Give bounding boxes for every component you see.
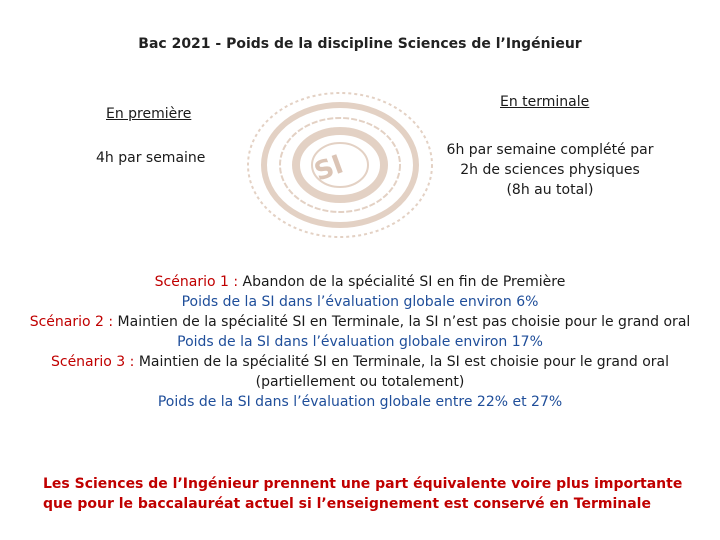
scenario-2 — [20, 312, 700, 332]
conclusion-text: Les Sciences de l’Ingénieur prennent une part équivalente voire plus importante que pour le baccalauréat actuel si l’enseignement est conservé en Terminale — [43, 476, 683, 512]
terminale-line-2: 2h de sciences physiques — [460, 162, 640, 178]
scenario-1-text: Abandon de la spécialité SI en fin de Première — [238, 274, 566, 290]
scenario-1 — [20, 272, 700, 292]
terminale-line-1: 6h par semaine complété par — [446, 142, 654, 158]
scenario-3-poids: Poids de la SI dans l’évaluation globale entre 22% et 27% — [157, 394, 563, 410]
si-logo-icon — [240, 80, 440, 250]
page-title: Bac 2021 - Poids de la discipline Sciences de l’Ingénieur — [138, 36, 582, 52]
terminale-heading: En terminale — [500, 94, 590, 110]
scenario-2-text: Maintien de la spécialité SI en Terminale, la SI n’est pas choisie pour le grand oral — [113, 314, 691, 330]
scenario-3-text: Maintien de la spécialité SI en Terminale, la SI est choisie pour le grand oral (partiellement ou totalement) — [134, 354, 670, 390]
terminale-line-3: (8h au total) — [506, 182, 594, 198]
scenario-1-label: Scénario 1 : — [154, 274, 239, 290]
scenario-2-label: Scénario 2 : — [29, 314, 114, 330]
scenario-2-poids: Poids de la SI dans l’évaluation globale environ 17% — [177, 334, 543, 350]
premiere-text: 4h par semaine — [96, 150, 206, 166]
premiere-heading: En première — [106, 106, 192, 122]
si-logo-text: SI — [310, 149, 348, 188]
scenario-3-label: Scénario 3 : — [50, 354, 135, 370]
terminale-text — [430, 140, 670, 200]
scenario-1-poids: Poids de la SI dans l’évaluation globale environ 6% — [181, 294, 539, 310]
scenario-3 — [20, 352, 700, 392]
scenarios-block — [20, 272, 700, 412]
